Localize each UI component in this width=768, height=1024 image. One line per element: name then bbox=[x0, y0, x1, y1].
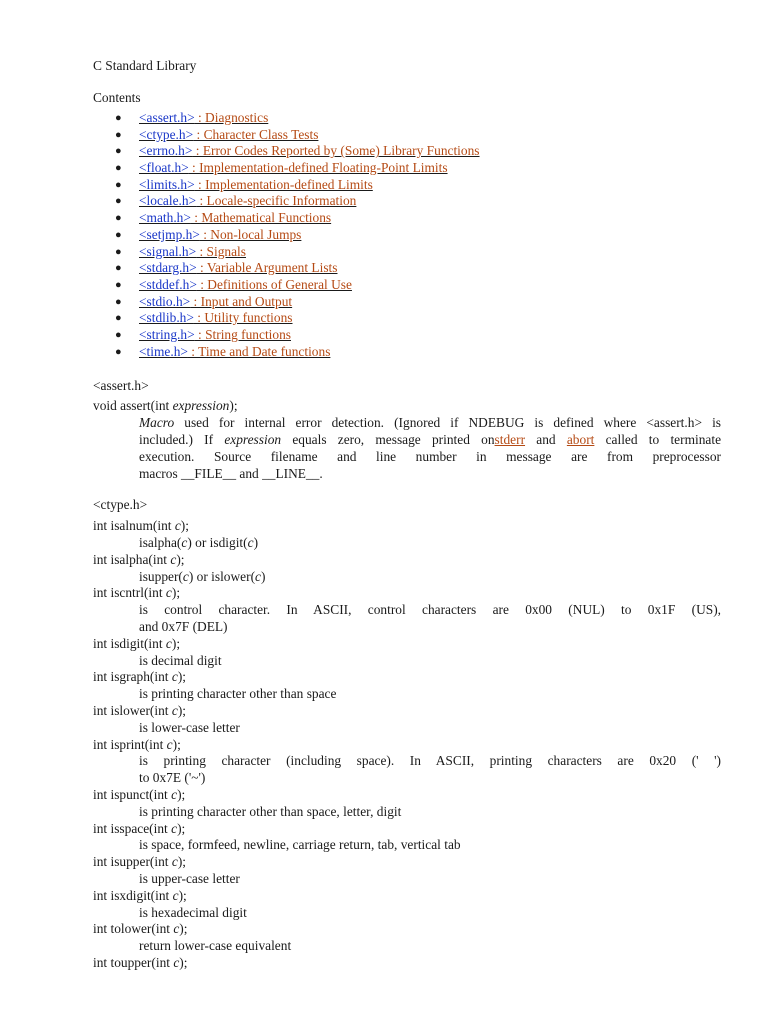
bullet-icon: ● bbox=[115, 112, 122, 124]
toc-link-math[interactable]: <math.h> : Mathematical Functions bbox=[139, 210, 332, 226]
bullet-icon: ● bbox=[115, 228, 122, 241]
bullet-icon: ● bbox=[115, 162, 122, 175]
toc-link-stdio[interactable]: <stdio.h> : Input and Output bbox=[139, 293, 293, 309]
bullet-icon: ● bbox=[115, 145, 122, 158]
bullet-icon: ● bbox=[115, 128, 122, 141]
bullet-icon: ● bbox=[115, 245, 122, 258]
toc-link-locale[interactable]: <locale.h> : Locale-specific Information bbox=[139, 193, 357, 209]
toc-item bbox=[93, 344, 480, 361]
iscntrl-desc-line-1: is control character. In ASCII, control characters are 0x00 (NUL) to 0x1F (US), bbox=[139, 602, 721, 617]
isalnum-signature: int isalnum(int c); bbox=[93, 518, 189, 533]
toc-link-setjmp[interactable]: <setjmp.h> : Non-local Jumps bbox=[139, 226, 302, 242]
isspace-desc: is space, formfeed, newline, carriage return, tab, vertical tab bbox=[139, 837, 461, 852]
bullet-icon: ● bbox=[115, 262, 122, 275]
toc-item bbox=[93, 210, 480, 227]
toc-item bbox=[93, 227, 480, 244]
toc-link-ctype[interactable]: <ctype.h> : Character Class Tests bbox=[139, 126, 319, 142]
isspace-signature: int isspace(int c); bbox=[93, 821, 186, 836]
toc-link-stdlib[interactable]: <stdlib.h> : Utility functions bbox=[139, 310, 293, 326]
bullet-icon: ● bbox=[115, 178, 122, 191]
assert-desc-line-3: execution. Source filename and line number in message are from preprocessor bbox=[139, 449, 721, 464]
toc-item bbox=[93, 244, 480, 261]
toc-link-stdarg[interactable]: <stdarg.h> : Variable Argument Lists bbox=[139, 260, 338, 276]
isupper-desc: is upper-case letter bbox=[139, 871, 240, 886]
islower-desc: is lower-case letter bbox=[139, 720, 240, 735]
isdigit-signature: int isdigit(int c); bbox=[93, 636, 181, 651]
isprint-desc-line-1: is printing character (including space). In ASCII, printing characters are 0x20 (' ') bbox=[139, 753, 721, 768]
bullet-icon: ● bbox=[115, 295, 122, 308]
table-of-contents bbox=[93, 110, 480, 360]
iscntrl-desc-line-2: and 0x7F (DEL) bbox=[139, 619, 228, 634]
islower-signature: int islower(int c); bbox=[93, 703, 186, 718]
toc-link-time[interactable]: <time.h> : Time and Date functions bbox=[139, 343, 331, 359]
toc-item bbox=[93, 260, 480, 277]
toc-item bbox=[93, 294, 480, 311]
isxdigit-signature: int isxdigit(int c); bbox=[93, 888, 187, 903]
toc-item bbox=[93, 143, 480, 160]
isalpha-desc: isupper(c) or islower(c) bbox=[139, 569, 266, 584]
isgraph-desc: is printing character other than space bbox=[139, 686, 337, 701]
toc-item bbox=[93, 110, 480, 127]
ispunct-desc: is printing character other than space, letter, digit bbox=[139, 804, 402, 819]
abort-link[interactable]: abort bbox=[566, 432, 595, 447]
isxdigit-desc: is hexadecimal digit bbox=[139, 905, 247, 920]
bullet-icon: ● bbox=[115, 345, 122, 358]
toc-item bbox=[93, 310, 480, 327]
toc-item bbox=[93, 160, 480, 177]
isprint-desc-line-2: to 0x7E ('~') bbox=[139, 770, 206, 785]
toc-item bbox=[93, 177, 480, 194]
bullet-icon: ● bbox=[115, 212, 122, 225]
toc-link-string[interactable]: <string.h> : String functions bbox=[139, 326, 291, 342]
iscntrl-signature: int iscntrl(int c); bbox=[93, 585, 181, 600]
toupper-signature: int toupper(int c); bbox=[93, 955, 188, 970]
bullet-icon: ● bbox=[115, 195, 122, 208]
isgraph-signature: int isgraph(int c); bbox=[93, 669, 186, 684]
toc-link-assert[interactable]: <assert.h> : Diagnostics bbox=[139, 110, 269, 125]
section-header-ctype: <ctype.h> bbox=[93, 497, 148, 512]
section-header-assert: <assert.h> bbox=[93, 378, 149, 393]
toc-link-signal[interactable]: <signal.h> : Signals bbox=[139, 243, 246, 259]
assert-signature: void assert(int expression); bbox=[93, 398, 238, 413]
bullet-icon: ● bbox=[115, 278, 122, 291]
bullet-icon: ● bbox=[115, 328, 122, 341]
toc-item bbox=[93, 193, 480, 210]
isupper-signature: int isupper(int c); bbox=[93, 854, 186, 869]
toc-item bbox=[93, 277, 480, 294]
toc-item bbox=[93, 127, 480, 144]
toc-link-errno[interactable]: <errno.h> : Error Codes Reported by (Some) Library Functions bbox=[139, 143, 480, 159]
bullet-icon: ● bbox=[115, 312, 122, 325]
toc-item bbox=[93, 327, 480, 344]
isdigit-desc: is decimal digit bbox=[139, 653, 222, 668]
isalnum-desc: isalpha(c) or isdigit(c) bbox=[139, 535, 259, 550]
assert-desc-line-1: Macro used for internal error detection. (Ignored if NDEBUG is defined where <assert.h> is bbox=[139, 415, 721, 430]
toc-link-float[interactable]: <float.h> : Implementation-defined Floating-Point Limits bbox=[139, 160, 448, 176]
toc-link-stddef[interactable]: <stddef.h> : Definitions of General Use bbox=[139, 276, 352, 292]
ispunct-signature: int ispunct(int c); bbox=[93, 787, 186, 802]
toc-link-limits[interactable]: <limits.h> : Implementation-defined Limits bbox=[139, 176, 373, 192]
assert-desc-line-4: macros __FILE__ and __LINE__. bbox=[139, 466, 323, 481]
isalpha-signature: int isalpha(int c); bbox=[93, 552, 185, 567]
stderr-link[interactable]: stderr bbox=[494, 432, 526, 447]
doc-title: C Standard Library bbox=[93, 58, 197, 73]
tolower-signature: int tolower(int c); bbox=[93, 921, 188, 936]
tolower-desc: return lower-case equivalent bbox=[139, 938, 292, 953]
assert-desc-line-2: included.) If expression equals zero, message printed onstderr and abort called to terminate bbox=[139, 432, 722, 447]
isprint-signature: int isprint(int c); bbox=[93, 737, 181, 752]
contents-heading: Contents bbox=[93, 90, 141, 105]
